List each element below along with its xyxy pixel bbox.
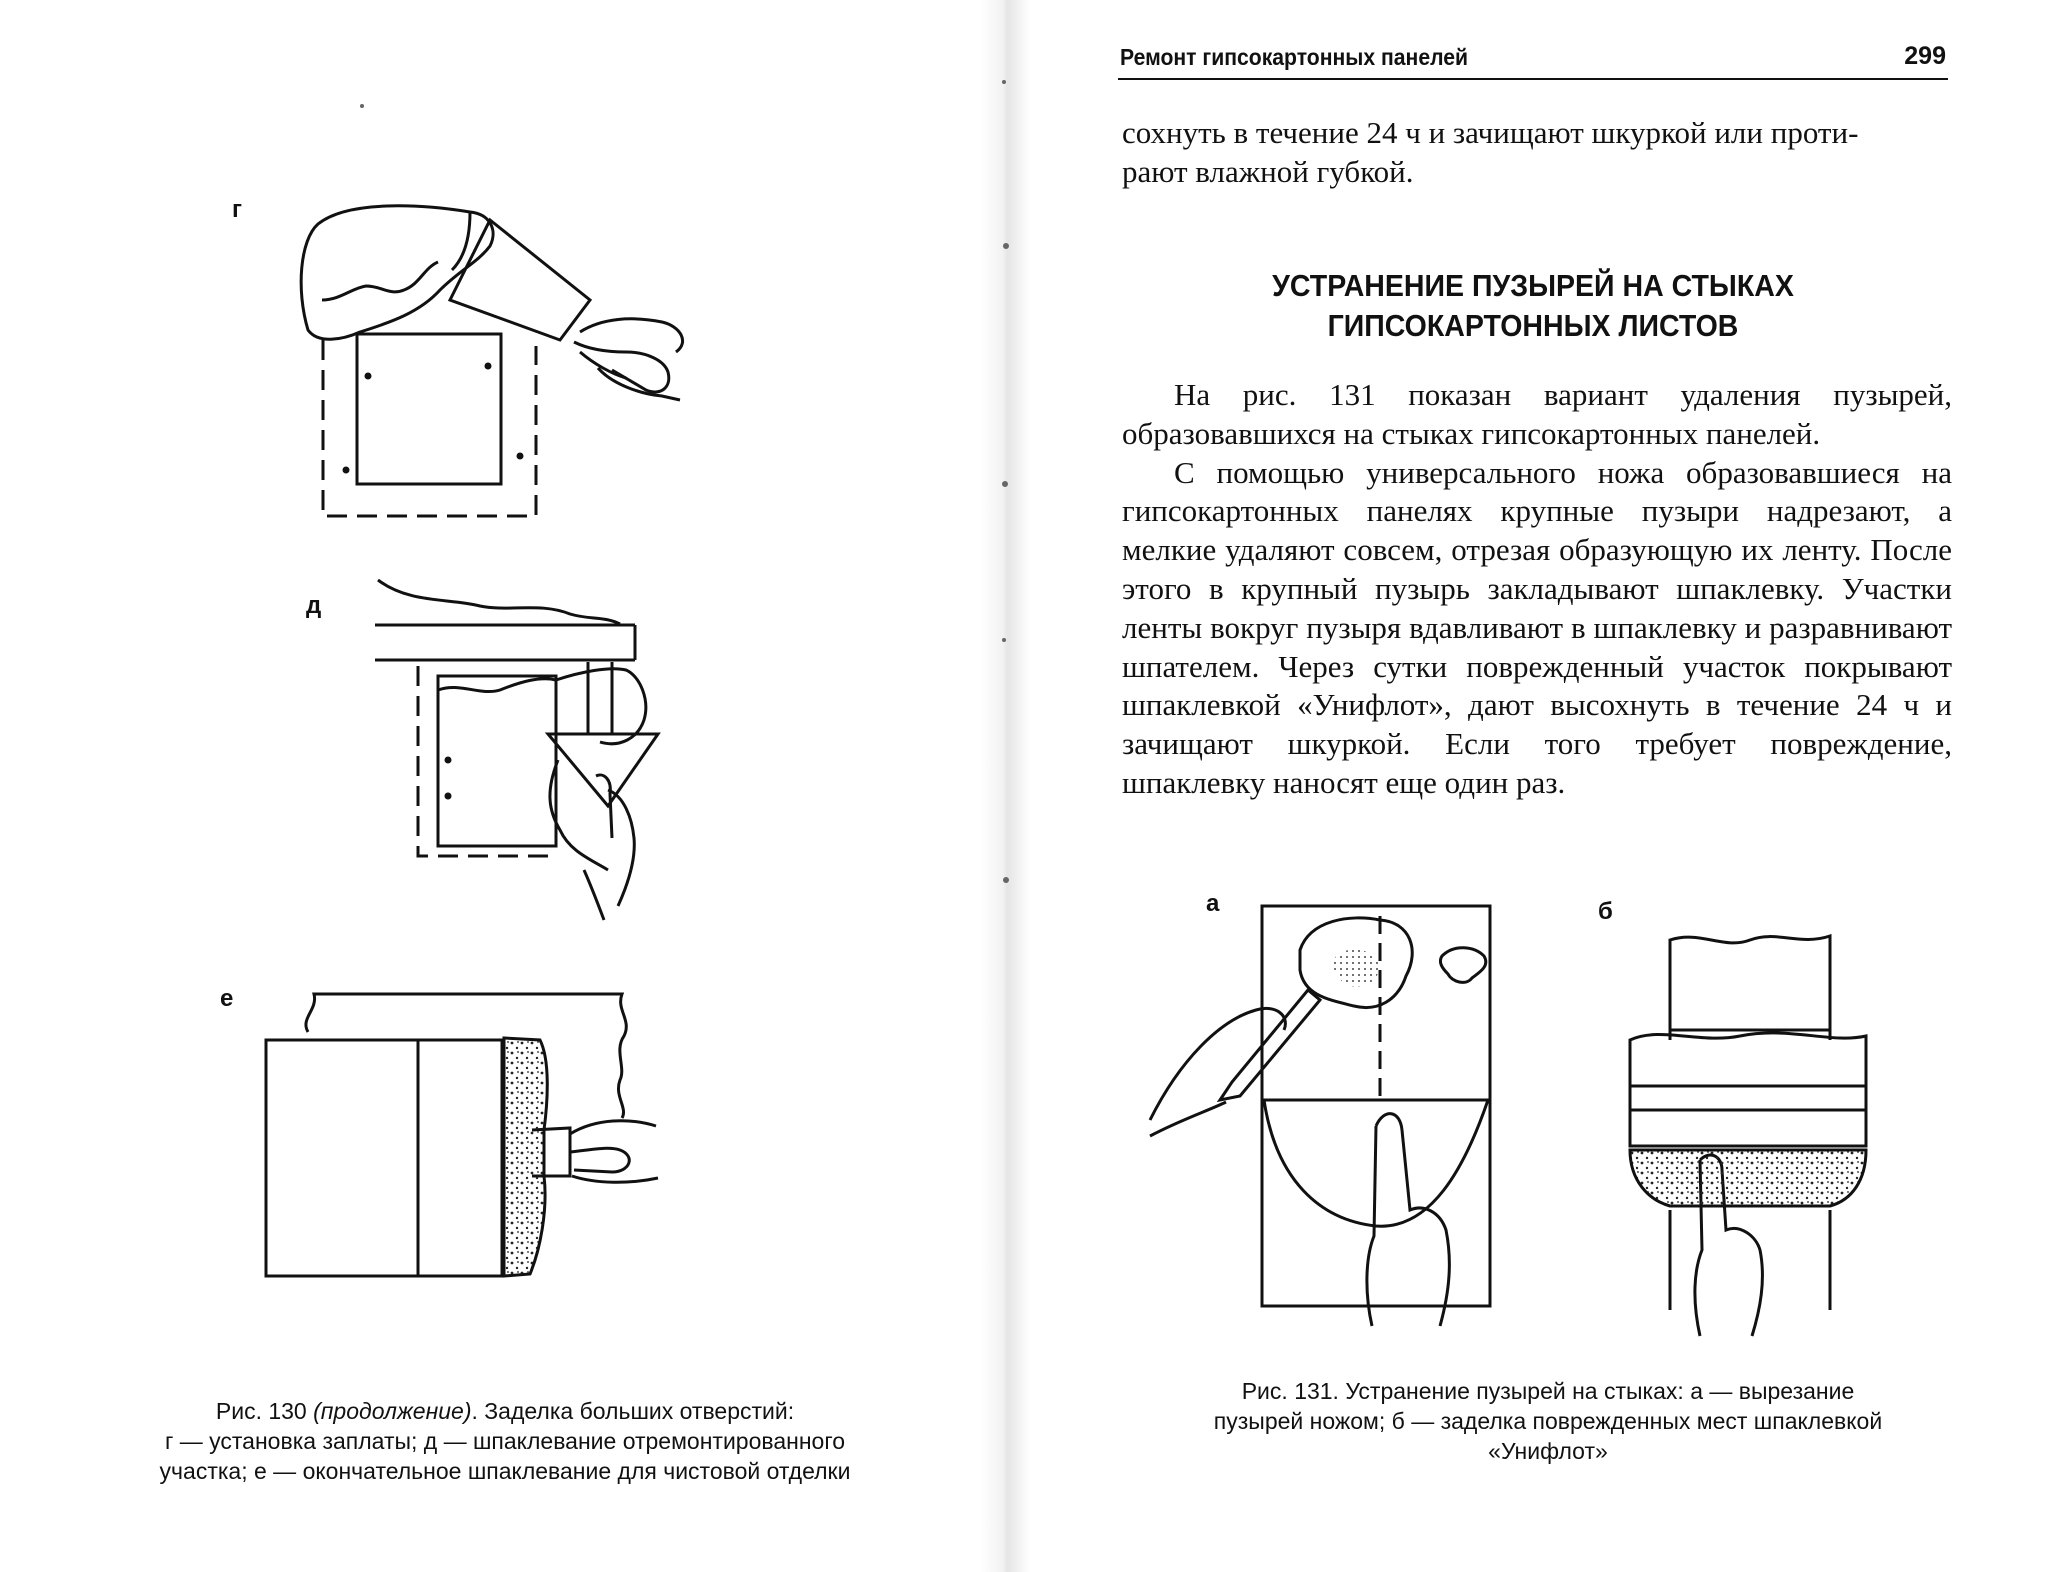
caption-line-3: участка; е — окончательное шпаклевание для чистовой отделки [159,1458,851,1484]
figure-130-d-illustration [365,575,695,925]
figure-130-caption [60,1396,950,1486]
figure-131-b-illustration [1600,915,1900,1345]
caption-line-1: Рис. 131. Устранение пузырей на стыках: а — вырезание [1241,1378,1855,1404]
section-heading [1151,266,1915,346]
figure-130-g-illustration [290,190,690,530]
body-text [1122,376,1952,803]
paragraph-2: С помощью универсального ножа образовавшиеся на гипсокартонных панелях крупные пузыри надрезают, а мелкие удаляют совсем, отрезая образующую их ленту. После этого в крупный пузырь закладывают шпаклевку. Участки ленты вокруг пузыря вдавливают в шпаклевку и разравнивают шпателем. Через сутки поврежденный участок покрывают шпаклевкой «Унифлот», дают высохнуть в течение 24 ч и зачищают шкуркой. Если того требует повреждение, шпаклевку наносят еще один раз. [1122,454,1952,800]
continuation-line-2: рают влажной губкой. [1122,153,1414,189]
caption-line-1: Рис. 130 (продолжение). Заделка больших отверстий: [215,1398,795,1424]
caption-line-2: г — установка заплаты; д — шпаклевание отремонтированного [165,1428,845,1454]
figure-131-a-illustration [1140,890,1510,1330]
section-heading-line-2: ГИПСОКАРТОННЫХ ЛИСТОВ [1327,308,1739,343]
figure-label-g: г [232,196,242,223]
caption-line-3: «Унифлот» [1488,1438,1608,1464]
figure-label-b: б [1598,898,1613,925]
figure-130-e-illustration [255,975,665,1290]
caption-line-2: пузырей ножом; б — заделка поврежденных мест шпаклевкой [1213,1408,1883,1434]
paragraph-1: На рис. 131 показан вариант удаления пузырей, образовавшихся на стыках гипсокартонных панелей. [1122,377,1952,451]
figure-label-a: а [1206,890,1220,917]
page-number: 299 [1904,42,1946,70]
continuation-text [1122,114,1952,192]
continuation-line-1: сохнуть в течение 24 ч и зачищают шкуркой или проти- [1122,115,1859,150]
figure-131-caption [1128,1376,1968,1466]
running-head-title: Ремонт гипсокартонных панелей [1120,44,1469,70]
figure-label-d: д [306,592,322,619]
figure-label-e: е [220,985,234,1012]
section-heading-line-1: УСТРАНЕНИЕ ПУЗЫРЕЙ НА СТЫКАХ [1272,268,1794,303]
running-head [1118,44,1948,80]
